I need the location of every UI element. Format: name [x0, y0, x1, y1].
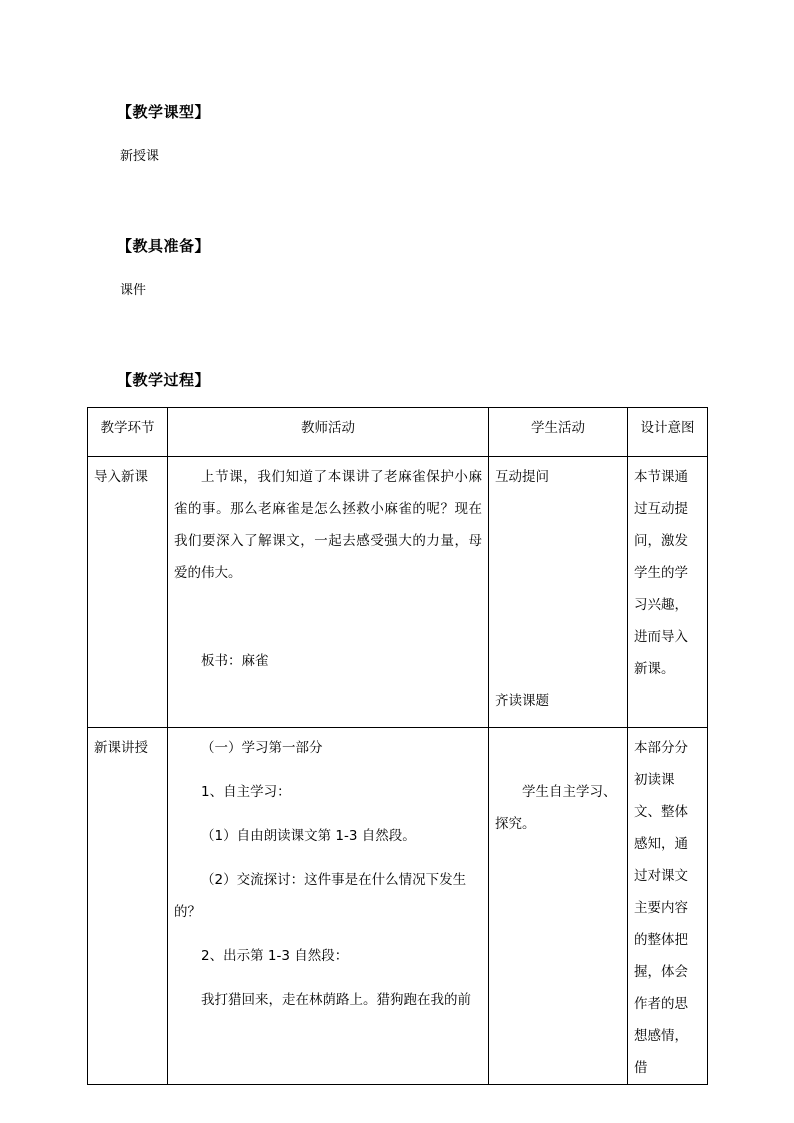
stage-label: 导入新课	[94, 469, 148, 485]
header-student-activity: 学生活动	[489, 408, 628, 457]
header-design-intent: 设计意图	[628, 408, 708, 457]
design-intent-cell	[628, 457, 708, 728]
stage-label: 新课讲授	[94, 740, 148, 756]
teacher-line: 我打猎回来，走在林荫路上。猎狗跑在我的前	[201, 992, 471, 1008]
section-heading-teaching-tools: 【教具准备】	[117, 237, 211, 255]
student-activity-text: 学生自主学习、探究。	[495, 784, 617, 832]
section-heading-lesson-type: 【教学课型】	[117, 103, 211, 121]
board-writing: 板书：麻雀	[201, 653, 269, 669]
teacher-line: 1、自主学习：	[201, 784, 291, 800]
student-activity-cell	[489, 728, 628, 1085]
stage-cell	[88, 728, 168, 1085]
student-activity-cell	[489, 457, 628, 728]
header-stage: 教学环节	[88, 408, 168, 457]
teacher-paragraph: 上节课，我们知道了本课讲了老麻雀保护小麻雀的事。那么老麻雀是怎么拯救小麻雀的呢？现在我们要深入了解课文，一起去感受强大的力量，母爱的伟大。	[174, 469, 482, 581]
lesson-type-value: 新授课	[120, 149, 160, 164]
stage-cell	[88, 457, 168, 728]
table-row	[88, 728, 708, 1085]
teacher-line: （一）学习第一部分	[201, 740, 323, 756]
design-intent-cell	[628, 728, 708, 1085]
design-intent-text: 本节课通过互动提问，激发学生的学习兴趣，进而导入新课。	[634, 469, 688, 677]
design-intent-text: 本部分分初读课文、整体感知，通过对课文主要内容的整体把握，体会作者的思想感情，借	[634, 740, 688, 1076]
teacher-line: （1）自由朗读课文第 1-3 自然段。	[201, 828, 416, 844]
student-activity-top: 互动提问	[495, 469, 549, 485]
teacher-activity-cell	[168, 457, 489, 728]
teaching-tools-value: 课件	[120, 283, 147, 298]
table-row	[88, 457, 708, 728]
teaching-process-table	[87, 407, 708, 1085]
teacher-activity-cell	[168, 728, 489, 1085]
table-header-row	[88, 408, 708, 457]
student-activity-bottom: 齐读课题	[495, 693, 549, 709]
teacher-line: （2）交流探讨：这件事是在什么情况下发生的？	[174, 872, 467, 920]
section-heading-teaching-process: 【教学过程】	[117, 371, 211, 389]
teacher-line: 2、出示第 1-3 自然段：	[201, 948, 349, 964]
header-teacher-activity: 教师活动	[168, 408, 489, 457]
